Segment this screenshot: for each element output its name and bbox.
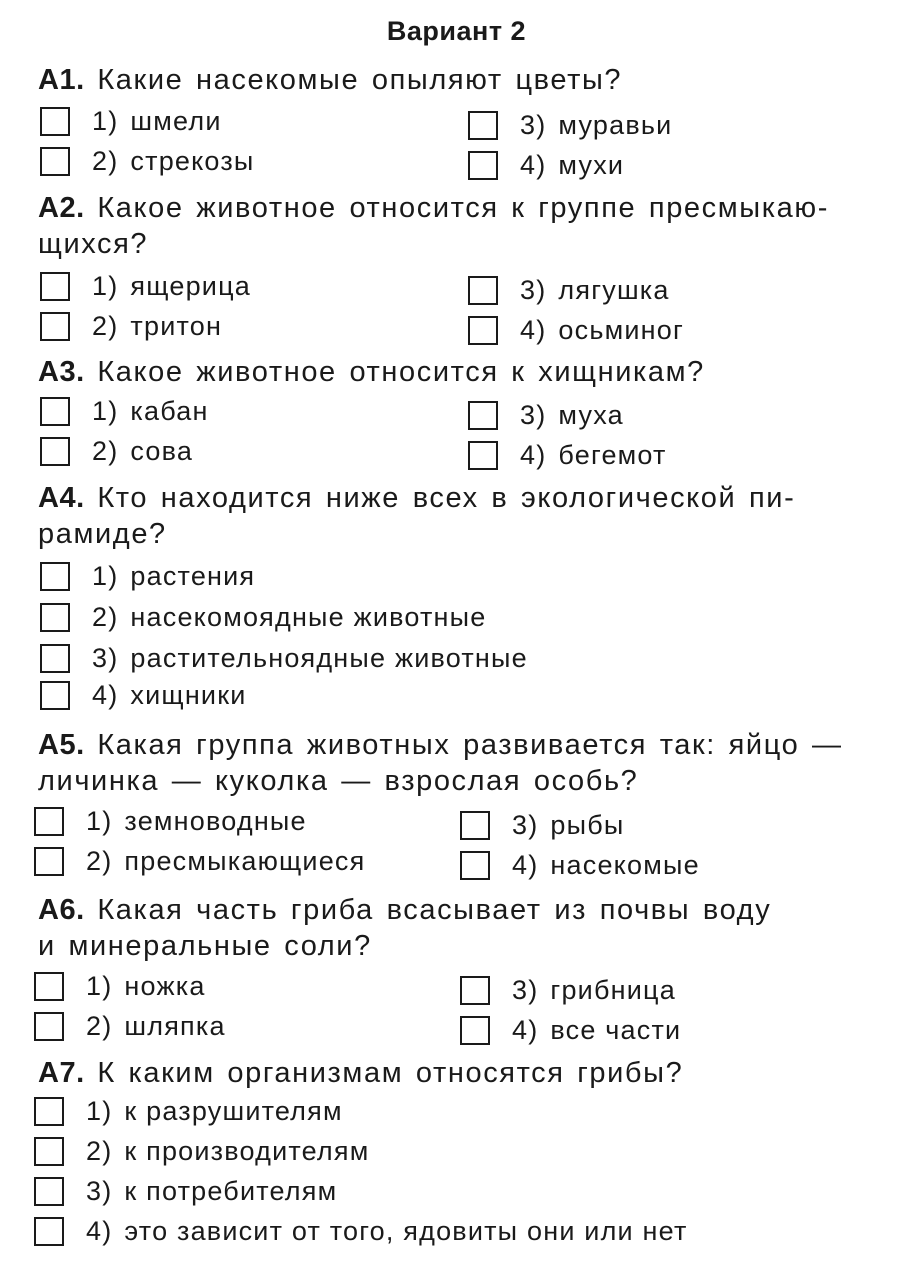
option-text: осьминог <box>558 314 685 345</box>
question-text-cont: рамиде? <box>38 518 167 550</box>
question-text: К каким организмам относятся грибы? <box>97 1057 684 1089</box>
option-text: ящерица <box>130 270 251 301</box>
checkbox[interactable] <box>468 316 498 345</box>
option-number: 1) <box>86 1095 113 1126</box>
question-number: А6. <box>38 894 85 926</box>
option-text: к производителям <box>124 1135 370 1166</box>
checkbox[interactable] <box>40 147 70 176</box>
option-number: 2) <box>86 1010 113 1041</box>
option-number: 1) <box>86 970 113 1001</box>
checkbox[interactable] <box>34 1097 64 1126</box>
option-number: 1) <box>86 805 113 836</box>
answer-option-a7-2[interactable] <box>34 1134 369 1168</box>
answer-option-a6-2[interactable] <box>34 1009 226 1043</box>
option-number: 3) <box>512 809 539 840</box>
question-a7 <box>38 1055 888 1091</box>
option-text: к разрушителям <box>124 1095 343 1126</box>
answer-option-a4-3[interactable] <box>40 641 528 675</box>
option-text: шляпка <box>124 1010 226 1041</box>
answer-option-a6-3[interactable] <box>460 973 676 1007</box>
answer-option-a3-2[interactable] <box>40 434 193 468</box>
question-a1 <box>38 62 888 98</box>
answer-option-a3-1[interactable] <box>40 394 209 428</box>
checkbox[interactable] <box>468 111 498 140</box>
checkbox[interactable] <box>40 644 70 673</box>
question-a2 <box>38 190 888 262</box>
question-text-cont: и минеральные соли? <box>38 930 372 962</box>
checkbox[interactable] <box>40 312 70 341</box>
option-text: бегемот <box>558 439 667 470</box>
checkbox[interactable] <box>468 151 498 180</box>
question-a3 <box>38 354 888 390</box>
option-number: 2) <box>86 1135 113 1166</box>
option-number: 2) <box>92 435 119 466</box>
answer-option-a7-1[interactable] <box>34 1094 343 1128</box>
question-text-cont: щихся? <box>38 228 149 260</box>
page-title: Вариант 2 <box>386 16 527 46</box>
option-number: 3) <box>520 399 547 430</box>
answer-option-a1-1[interactable] <box>40 104 222 138</box>
option-number: 4) <box>512 849 539 880</box>
option-number: 3) <box>92 642 119 673</box>
option-number: 3) <box>520 109 547 140</box>
question-number: А1. <box>38 64 85 96</box>
option-number: 4) <box>520 439 547 470</box>
checkbox[interactable] <box>34 1177 64 1206</box>
checkbox[interactable] <box>34 807 64 836</box>
option-number: 2) <box>92 601 119 632</box>
answer-option-a3-4[interactable] <box>468 438 667 472</box>
checkbox[interactable] <box>40 272 70 301</box>
answer-option-a1-3[interactable] <box>468 108 672 142</box>
answer-option-a7-3[interactable] <box>34 1174 337 1208</box>
answer-option-a2-2[interactable] <box>40 309 222 343</box>
option-text: растительноядные животные <box>130 642 528 673</box>
checkbox[interactable] <box>34 1012 64 1041</box>
option-text: мухи <box>558 149 625 180</box>
option-number: 1) <box>92 270 119 301</box>
checkbox[interactable] <box>468 401 498 430</box>
checkbox[interactable] <box>34 1137 64 1166</box>
option-number: 4) <box>86 1215 113 1246</box>
question-number: А2. <box>38 192 85 224</box>
question-number: А5. <box>38 729 85 761</box>
question-text: Какое животное относится к группе пресмыкаю- <box>97 192 829 224</box>
option-text: рыбы <box>550 809 625 840</box>
question-text: Какая группа животных развивается так: яйцо — <box>97 729 843 761</box>
option-number: 2) <box>86 845 113 876</box>
checkbox[interactable] <box>460 851 490 880</box>
checkbox[interactable] <box>460 811 490 840</box>
option-number: 3) <box>512 974 539 1005</box>
option-text: грибница <box>550 974 676 1005</box>
option-text: насекомые <box>550 849 700 880</box>
option-number: 4) <box>520 314 547 345</box>
option-text: лягушка <box>558 274 670 305</box>
checkbox[interactable] <box>40 603 70 632</box>
option-text: шмели <box>130 105 222 136</box>
checkbox[interactable] <box>40 397 70 426</box>
option-text: земноводные <box>124 805 307 836</box>
checkbox[interactable] <box>460 976 490 1005</box>
checkbox[interactable] <box>468 441 498 470</box>
checkbox[interactable] <box>34 1217 64 1246</box>
answer-option-a4-2[interactable] <box>40 600 487 634</box>
option-text: пресмыкающиеся <box>124 845 366 876</box>
question-text-cont: личинка — куколка — взрослая особь? <box>38 765 639 797</box>
checkbox[interactable] <box>460 1016 490 1045</box>
answer-option-a6-1[interactable] <box>34 969 206 1003</box>
question-number: А7. <box>38 1057 85 1089</box>
checkbox[interactable] <box>468 276 498 305</box>
question-a6 <box>38 892 888 964</box>
option-text: кабан <box>130 395 209 426</box>
option-text: это зависит от того, ядовиты они или нет <box>124 1215 688 1246</box>
question-text: Какая часть гриба всасывает из почвы воду <box>97 894 772 926</box>
option-number: 3) <box>86 1175 113 1206</box>
option-text: ножка <box>124 970 206 1001</box>
question-text: Какие насекомые опыляют цветы? <box>97 64 623 96</box>
option-text: стрекозы <box>130 145 255 176</box>
question-text: Какое животное относится к хищникам? <box>97 356 705 388</box>
checkbox[interactable] <box>34 847 64 876</box>
option-number: 1) <box>92 560 119 591</box>
question-text: Кто находится ниже всех в экологической пи- <box>97 482 796 514</box>
option-text: муравьи <box>558 109 673 140</box>
answer-option-a6-4[interactable] <box>460 1013 681 1047</box>
question-a5 <box>38 727 888 799</box>
option-number: 3) <box>520 274 547 305</box>
answer-option-a4-4[interactable] <box>40 678 247 712</box>
option-text: муха <box>558 399 624 430</box>
option-number: 1) <box>92 395 119 426</box>
answer-option-a7-4[interactable] <box>34 1214 688 1248</box>
option-text: сова <box>130 435 194 466</box>
option-text: растения <box>130 560 256 591</box>
checkbox[interactable] <box>40 107 70 136</box>
answer-option-a2-3[interactable] <box>468 273 670 307</box>
checkbox[interactable] <box>40 681 70 710</box>
question-a4 <box>38 480 888 552</box>
question-number: А3. <box>38 356 85 388</box>
option-number: 4) <box>92 679 119 710</box>
question-number: А4. <box>38 482 85 514</box>
answer-option-a1-4[interactable] <box>468 148 624 182</box>
answer-option-a5-3[interactable] <box>460 808 625 842</box>
option-text: хищники <box>130 679 247 710</box>
answer-option-a5-1[interactable] <box>34 804 307 838</box>
option-text: тритон <box>130 310 223 341</box>
answer-option-a5-4[interactable] <box>460 848 700 882</box>
answer-option-a1-2[interactable] <box>40 144 255 178</box>
checkbox[interactable] <box>34 972 64 1001</box>
option-text: к потребителям <box>124 1175 338 1206</box>
option-number: 2) <box>92 310 119 341</box>
checkbox[interactable] <box>40 562 70 591</box>
answer-option-a5-2[interactable] <box>34 844 365 878</box>
option-text: насекомоядные животные <box>130 601 487 632</box>
option-text: все части <box>550 1014 682 1045</box>
answer-option-a2-1[interactable] <box>40 269 251 303</box>
option-number: 1) <box>92 105 119 136</box>
option-number: 4) <box>512 1014 539 1045</box>
answer-option-a4-1[interactable] <box>40 559 255 593</box>
answer-option-a3-3[interactable] <box>468 398 624 432</box>
answer-option-a2-4[interactable] <box>468 313 684 347</box>
checkbox[interactable] <box>40 437 70 466</box>
option-number: 4) <box>520 149 547 180</box>
option-number: 2) <box>92 145 119 176</box>
